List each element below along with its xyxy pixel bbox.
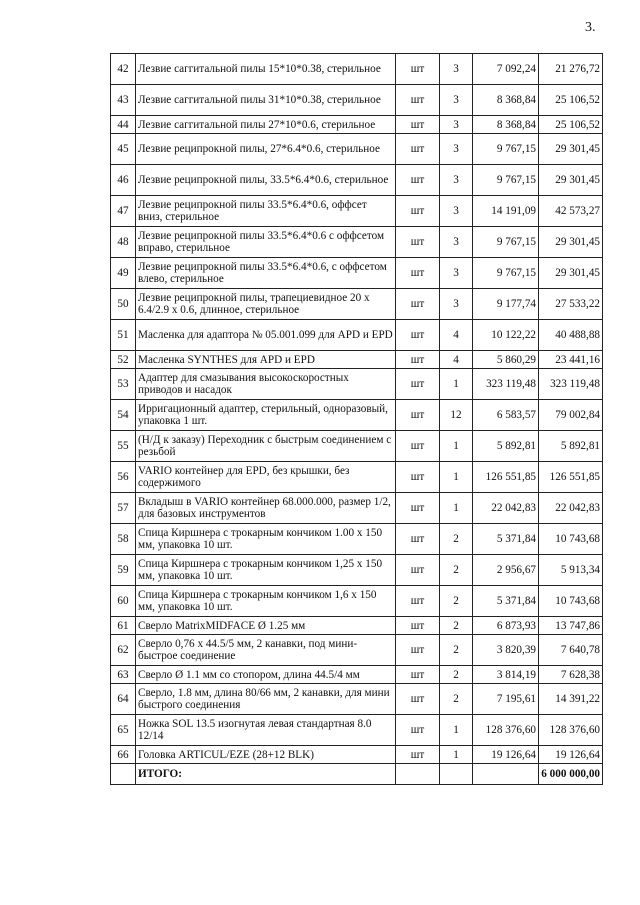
item-price: 7 092,24	[473, 54, 539, 85]
item-sum: 29 301,45	[539, 165, 603, 196]
item-price: 3 820,39	[473, 635, 539, 666]
item-name: Сверло 0,76 х 44.5/5 мм, 2 канавки, под мини-быстрое соединение	[136, 635, 396, 666]
table-row	[111, 666, 603, 684]
row-number: 48	[111, 227, 136, 258]
item-unit: шт	[396, 524, 440, 555]
item-name: Лезвие реципрокной пилы, трапециевидное 20 х 6.4/2.9 х 0.6, длинное, стерильное	[136, 289, 396, 320]
item-unit: шт	[396, 227, 440, 258]
item-name: Масленка для адаптора № 05.001.099 для APD и EPD	[136, 320, 396, 351]
item-unit: шт	[396, 635, 440, 666]
item-unit: шт	[396, 493, 440, 524]
item-quantity: 1	[440, 746, 473, 764]
table-row	[111, 746, 603, 764]
row-number: 62	[111, 635, 136, 666]
table-row	[111, 617, 603, 635]
row-number: 46	[111, 165, 136, 196]
item-price: 2 956,67	[473, 555, 539, 586]
row-number: 60	[111, 586, 136, 617]
item-price: 9 767,15	[473, 258, 539, 289]
row-number: 66	[111, 746, 136, 764]
table-row	[111, 227, 603, 258]
item-sum: 27 533,22	[539, 289, 603, 320]
item-price: 3 814,19	[473, 666, 539, 684]
item-sum: 19 126,64	[539, 746, 603, 764]
item-name: Сверло MatrixMIDFACE Ø 1.25 мм	[136, 617, 396, 635]
item-quantity: 1	[440, 431, 473, 462]
item-price: 5 892,81	[473, 431, 539, 462]
items-table-body	[111, 54, 603, 764]
item-name: Масленка SYNTHES для APD и EPD	[136, 351, 396, 369]
item-price: 19 126,64	[473, 746, 539, 764]
item-price: 5 371,84	[473, 586, 539, 617]
item-unit: шт	[396, 431, 440, 462]
item-quantity: 3	[440, 196, 473, 227]
row-number: 55	[111, 431, 136, 462]
table-row	[111, 85, 603, 116]
item-sum: 29 301,45	[539, 134, 603, 165]
item-price: 9 767,15	[473, 227, 539, 258]
item-unit: шт	[396, 54, 440, 85]
table-row	[111, 555, 603, 586]
item-quantity: 2	[440, 617, 473, 635]
row-number: 43	[111, 85, 136, 116]
total-empty-cell	[473, 764, 539, 785]
table-row	[111, 635, 603, 666]
table-row	[111, 369, 603, 400]
item-price: 9 767,15	[473, 165, 539, 196]
item-unit: шт	[396, 400, 440, 431]
item-unit: шт	[396, 165, 440, 196]
item-sum: 42 573,27	[539, 196, 603, 227]
table-row	[111, 462, 603, 493]
item-quantity: 4	[440, 320, 473, 351]
item-quantity: 3	[440, 134, 473, 165]
item-quantity: 2	[440, 684, 473, 715]
item-unit: шт	[396, 116, 440, 134]
item-sum: 29 301,45	[539, 258, 603, 289]
row-number: 54	[111, 400, 136, 431]
row-number: 42	[111, 54, 136, 85]
item-price: 8 368,84	[473, 116, 539, 134]
item-quantity: 3	[440, 116, 473, 134]
item-unit: шт	[396, 746, 440, 764]
table-row	[111, 116, 603, 134]
item-quantity: 1	[440, 462, 473, 493]
item-name: VARIO контейнер для EPD, без крышки, без содержимого	[136, 462, 396, 493]
item-quantity: 3	[440, 258, 473, 289]
item-unit: шт	[396, 289, 440, 320]
item-sum: 13 747,86	[539, 617, 603, 635]
item-quantity: 2	[440, 666, 473, 684]
item-price: 9 767,15	[473, 134, 539, 165]
item-unit: шт	[396, 684, 440, 715]
item-sum: 323 119,48	[539, 369, 603, 400]
item-name: Лезвие реципрокной пилы, 33.5*6.4*0.6, стерильное	[136, 165, 396, 196]
item-name: Лезвие реципрокной пилы, 27*6.4*0.6, стерильное	[136, 134, 396, 165]
item-name: Адаптер для смазывания высокоскоростных приводов и насадок	[136, 369, 396, 400]
row-number: 52	[111, 351, 136, 369]
item-sum: 10 743,68	[539, 586, 603, 617]
table-row	[111, 258, 603, 289]
item-unit: шт	[396, 617, 440, 635]
row-number: 58	[111, 524, 136, 555]
total-empty-cell	[440, 764, 473, 785]
item-price: 10 122,22	[473, 320, 539, 351]
item-sum: 25 106,52	[539, 116, 603, 134]
item-sum: 128 376,60	[539, 715, 603, 746]
item-quantity: 3	[440, 289, 473, 320]
item-quantity: 2	[440, 555, 473, 586]
page-number: 3.	[585, 20, 596, 35]
table-row	[111, 196, 603, 227]
item-sum: 14 391,22	[539, 684, 603, 715]
row-number: 61	[111, 617, 136, 635]
item-price: 5 371,84	[473, 524, 539, 555]
row-number: 65	[111, 715, 136, 746]
item-unit: шт	[396, 586, 440, 617]
item-price: 5 860,29	[473, 351, 539, 369]
item-sum: 25 106,52	[539, 85, 603, 116]
item-quantity: 3	[440, 227, 473, 258]
total-label: ИТОГО:	[136, 764, 396, 785]
item-sum: 5 913,34	[539, 555, 603, 586]
table-row	[111, 493, 603, 524]
item-sum: 79 002,84	[539, 400, 603, 431]
total-row	[111, 764, 603, 785]
item-quantity: 1	[440, 715, 473, 746]
item-price: 14 191,09	[473, 196, 539, 227]
item-name: Сверло Ø 1.1 мм со стопором, длина 44.5/4 мм	[136, 666, 396, 684]
item-name: Головка ARTICUL/EZE (28+12 BLK)	[136, 746, 396, 764]
item-unit: шт	[396, 715, 440, 746]
item-unit: шт	[396, 351, 440, 369]
item-sum: 5 892,81	[539, 431, 603, 462]
row-number: 57	[111, 493, 136, 524]
item-name: Лезвие саггитальной пилы 31*10*0.38, стерильное	[136, 85, 396, 116]
item-name: Спица Киршнера с трокарным кончиком 1.00 х 150 мм, упаковка 10 шт.	[136, 524, 396, 555]
item-sum: 126 551,85	[539, 462, 603, 493]
item-name: Лезвие реципрокной пилы 33.5*6.4*0.6 с оффсетом вправо, стерильное	[136, 227, 396, 258]
item-unit: шт	[396, 85, 440, 116]
item-sum: 22 042,83	[539, 493, 603, 524]
item-price: 9 177,74	[473, 289, 539, 320]
item-unit: шт	[396, 320, 440, 351]
table-row	[111, 165, 603, 196]
item-quantity: 1	[440, 369, 473, 400]
item-sum: 29 301,45	[539, 227, 603, 258]
item-unit: шт	[396, 196, 440, 227]
item-sum: 10 743,68	[539, 524, 603, 555]
item-sum: 7 628,38	[539, 666, 603, 684]
table-row	[111, 524, 603, 555]
item-price: 7 195,61	[473, 684, 539, 715]
item-name: Лезвие реципрокной пилы 33.5*6.4*0.6, с оффсетом влево, стерильное	[136, 258, 396, 289]
item-quantity: 3	[440, 165, 473, 196]
row-number: 45	[111, 134, 136, 165]
row-number: 63	[111, 666, 136, 684]
item-sum: 21 276,72	[539, 54, 603, 85]
row-number: 64	[111, 684, 136, 715]
item-quantity: 3	[440, 54, 473, 85]
item-name: Вкладыш в VARIO контейнер 68.000.000, размер 1/2, для базовых инструментов	[136, 493, 396, 524]
table-row	[111, 320, 603, 351]
item-unit: шт	[396, 258, 440, 289]
item-sum: 40 488,88	[539, 320, 603, 351]
row-number: 59	[111, 555, 136, 586]
item-unit: шт	[396, 369, 440, 400]
item-name: Лезвие саггитальной пилы 27*10*0.6, стерильное	[136, 116, 396, 134]
item-price: 126 551,85	[473, 462, 539, 493]
item-name: (Н/Д к заказу) Переходник с быстрым соединением с резьбой	[136, 431, 396, 462]
table-row	[111, 715, 603, 746]
item-sum: 23 441,16	[539, 351, 603, 369]
item-quantity: 1	[440, 493, 473, 524]
row-number: 47	[111, 196, 136, 227]
item-quantity: 2	[440, 586, 473, 617]
row-number: 51	[111, 320, 136, 351]
row-number: 49	[111, 258, 136, 289]
item-quantity: 12	[440, 400, 473, 431]
table-row	[111, 400, 603, 431]
table-row	[111, 431, 603, 462]
row-number: 53	[111, 369, 136, 400]
item-quantity: 4	[440, 351, 473, 369]
item-name: Спица Киршнера с трокарным кончиком 1,6 х 150 мм, упаковка 10 шт.	[136, 586, 396, 617]
item-unit: шт	[396, 462, 440, 493]
item-name: Ножка SOL 13.5 изогнутая левая стандартная 8.0 12/14	[136, 715, 396, 746]
item-quantity: 3	[440, 85, 473, 116]
item-name: Ирригационный адаптер, стерильный, одноразовый, упаковка 1 шт.	[136, 400, 396, 431]
table-row	[111, 684, 603, 715]
total-sum: 6 000 000,00	[539, 764, 603, 785]
item-name: Спица Киршнера с трокарным кончиком 1,25 х 150 мм, упаковка 10 шт.	[136, 555, 396, 586]
item-price: 323 119,48	[473, 369, 539, 400]
item-name: Лезвие саггитальной пилы 15*10*0.38, стерильное	[136, 54, 396, 85]
item-quantity: 2	[440, 635, 473, 666]
table-row	[111, 351, 603, 369]
item-name: Лезвие реципрокной пилы 33.5*6.4*0.6, оффсет вниз, стерильное	[136, 196, 396, 227]
table-row	[111, 586, 603, 617]
item-price: 8 368,84	[473, 85, 539, 116]
row-number: 56	[111, 462, 136, 493]
row-number: 50	[111, 289, 136, 320]
item-name: Сверло, 1.8 мм, длина 80/66 мм, 2 канавки, для мини быстрого соединения	[136, 684, 396, 715]
items-table	[110, 53, 603, 785]
row-number: 44	[111, 116, 136, 134]
item-price: 6 873,93	[473, 617, 539, 635]
table-row	[111, 54, 603, 85]
item-price: 22 042,83	[473, 493, 539, 524]
item-unit: шт	[396, 666, 440, 684]
total-empty-cell	[396, 764, 440, 785]
item-quantity: 2	[440, 524, 473, 555]
item-unit: шт	[396, 134, 440, 165]
table-row	[111, 134, 603, 165]
item-price: 128 376,60	[473, 715, 539, 746]
table-row	[111, 289, 603, 320]
total-empty-cell	[111, 764, 136, 785]
item-sum: 7 640,78	[539, 635, 603, 666]
item-unit: шт	[396, 555, 440, 586]
item-price: 6 583,57	[473, 400, 539, 431]
